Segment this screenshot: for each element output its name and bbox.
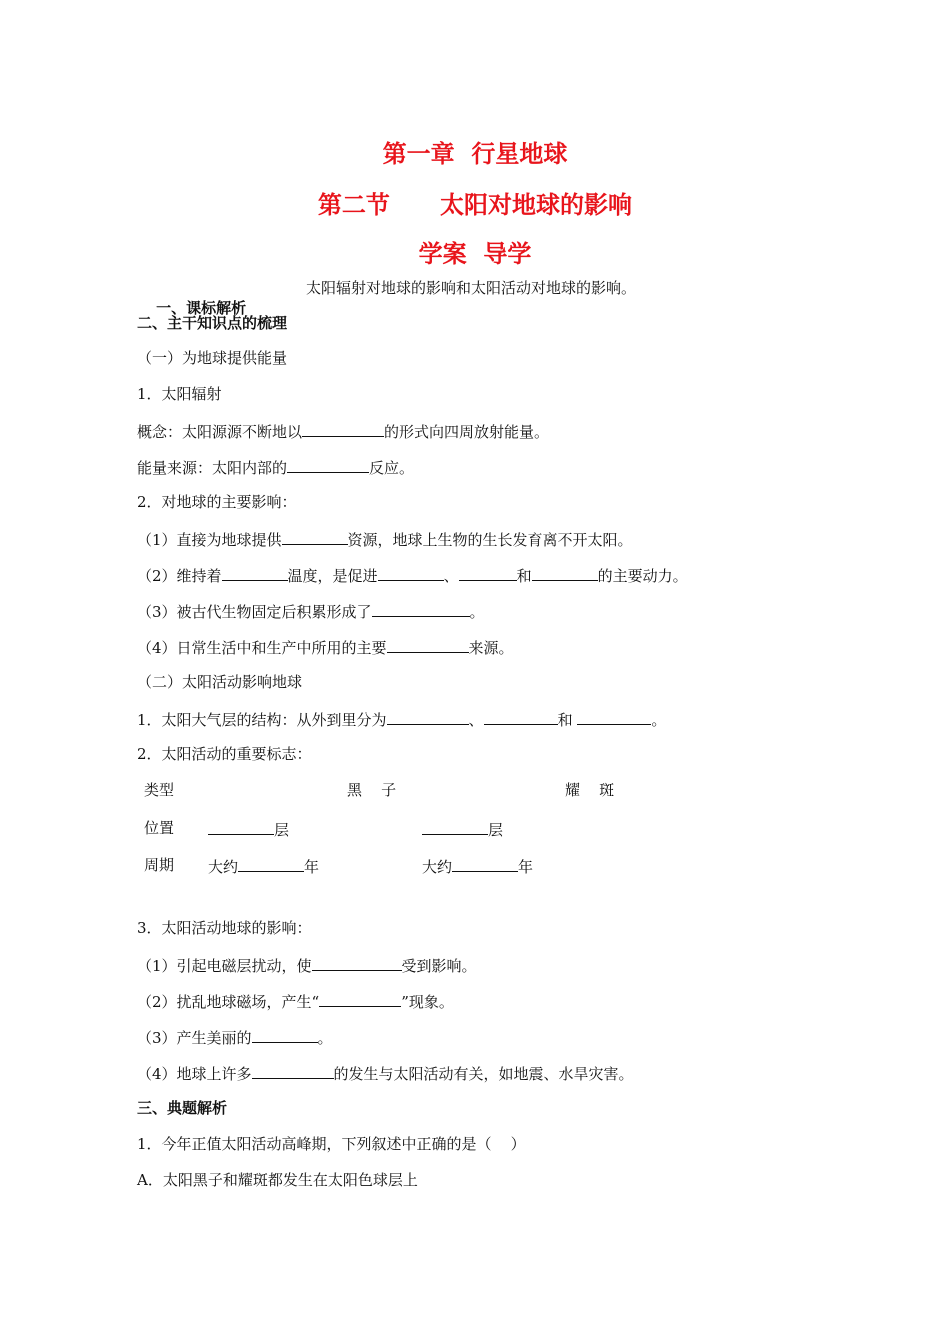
part1-heading: 一、课标解析	[156, 299, 247, 317]
fill-blank[interactable]	[312, 954, 402, 971]
impact-4: （4）地球上许多 的发生与太阳活动有关，如地震、水旱灾害。	[137, 1062, 634, 1084]
sub2-heading: （二）太阳活动影响地球	[137, 673, 303, 691]
radiation-heading: 1．太阳辐射	[137, 385, 222, 403]
fill-blank[interactable]	[282, 528, 348, 545]
fill-blank[interactable]	[532, 564, 598, 581]
chapter-title: 第一章 行星地球	[382, 140, 568, 168]
guide-title: 学案 导学	[418, 240, 532, 268]
part2-heading: 二、主干知识点的梳理	[137, 314, 288, 332]
effects-heading: 2．对地球的主要影响：	[137, 493, 297, 511]
structure-line: 1．太阳大气层的结构：从外到里分为 、 和 。	[137, 708, 666, 730]
question-1-option-a: A．太阳黑子和耀斑都发生在太阳色球层上	[137, 1171, 418, 1189]
sunspot-header: 黑 子	[347, 781, 397, 799]
part3-heading: 三、典题解析	[137, 1099, 228, 1117]
fill-blank[interactable]	[319, 990, 401, 1007]
period-label: 周期	[144, 856, 175, 874]
impact-heading: 3．太阳活动地球的影响：	[137, 919, 312, 937]
impact-3: （3）产生美丽的 。	[137, 1026, 333, 1048]
fill-blank[interactable]	[484, 708, 558, 725]
fill-blank[interactable]	[387, 708, 469, 725]
concept-line: 概念：太阳源源不断地以 的形式向四周放射能量。	[137, 420, 549, 442]
signs-heading: 2．太阳活动的重要标志：	[137, 745, 312, 763]
fill-blank[interactable]	[452, 855, 518, 872]
fill-blank[interactable]	[287, 456, 369, 473]
effect-4: （4）日常生活中和生产中所用的主要 来源。	[137, 636, 514, 658]
fill-blank[interactable]	[459, 564, 517, 581]
sunspot-position: 层	[208, 818, 289, 840]
part1-content: 太阳辐射对地球的影响和太阳活动对地球的影响。	[306, 279, 637, 297]
fill-blank[interactable]	[252, 1062, 334, 1079]
fill-blank[interactable]	[387, 636, 469, 653]
effect-1: （1）直接为地球提供 资源，地球上生物的生长发育离不开太阳。	[137, 528, 633, 550]
flare-period: 大约 年	[422, 855, 533, 877]
fill-blank[interactable]	[222, 564, 288, 581]
sunspot-period: 大约 年	[208, 855, 319, 877]
fill-blank[interactable]	[252, 1026, 318, 1043]
impact-1: （1）引起电磁层扰动，使 受到影响。	[137, 954, 477, 976]
fill-blank[interactable]	[302, 420, 384, 437]
fill-blank[interactable]	[577, 708, 651, 725]
impact-2: （2）扰乱地球磁场，产生“ ”现象。	[137, 990, 454, 1012]
fill-blank[interactable]	[238, 855, 304, 872]
flare-header: 耀 斑	[565, 781, 615, 799]
fill-blank[interactable]	[208, 818, 274, 835]
source-line: 能量来源：太阳内部的 反应。	[137, 456, 414, 478]
section-title: 第二节 太阳对地球的影响	[317, 191, 633, 219]
flare-position: 层	[422, 818, 503, 840]
effect-3: （3）被古代生物固定后积累形成了 。	[137, 600, 485, 622]
type-label: 类型	[144, 781, 175, 799]
question-1: 1．今年正值太阳活动高峰期，下列叙述中正确的是（ ）	[137, 1135, 526, 1153]
fill-blank[interactable]	[372, 600, 470, 617]
position-label: 位置	[144, 819, 175, 837]
fill-blank[interactable]	[422, 818, 488, 835]
effect-2: （2）维持着 温度，是促进 、 和 的主要动力。	[137, 564, 688, 586]
fill-blank[interactable]	[378, 564, 444, 581]
sub1-heading: （一）为地球提供能量	[137, 349, 288, 367]
